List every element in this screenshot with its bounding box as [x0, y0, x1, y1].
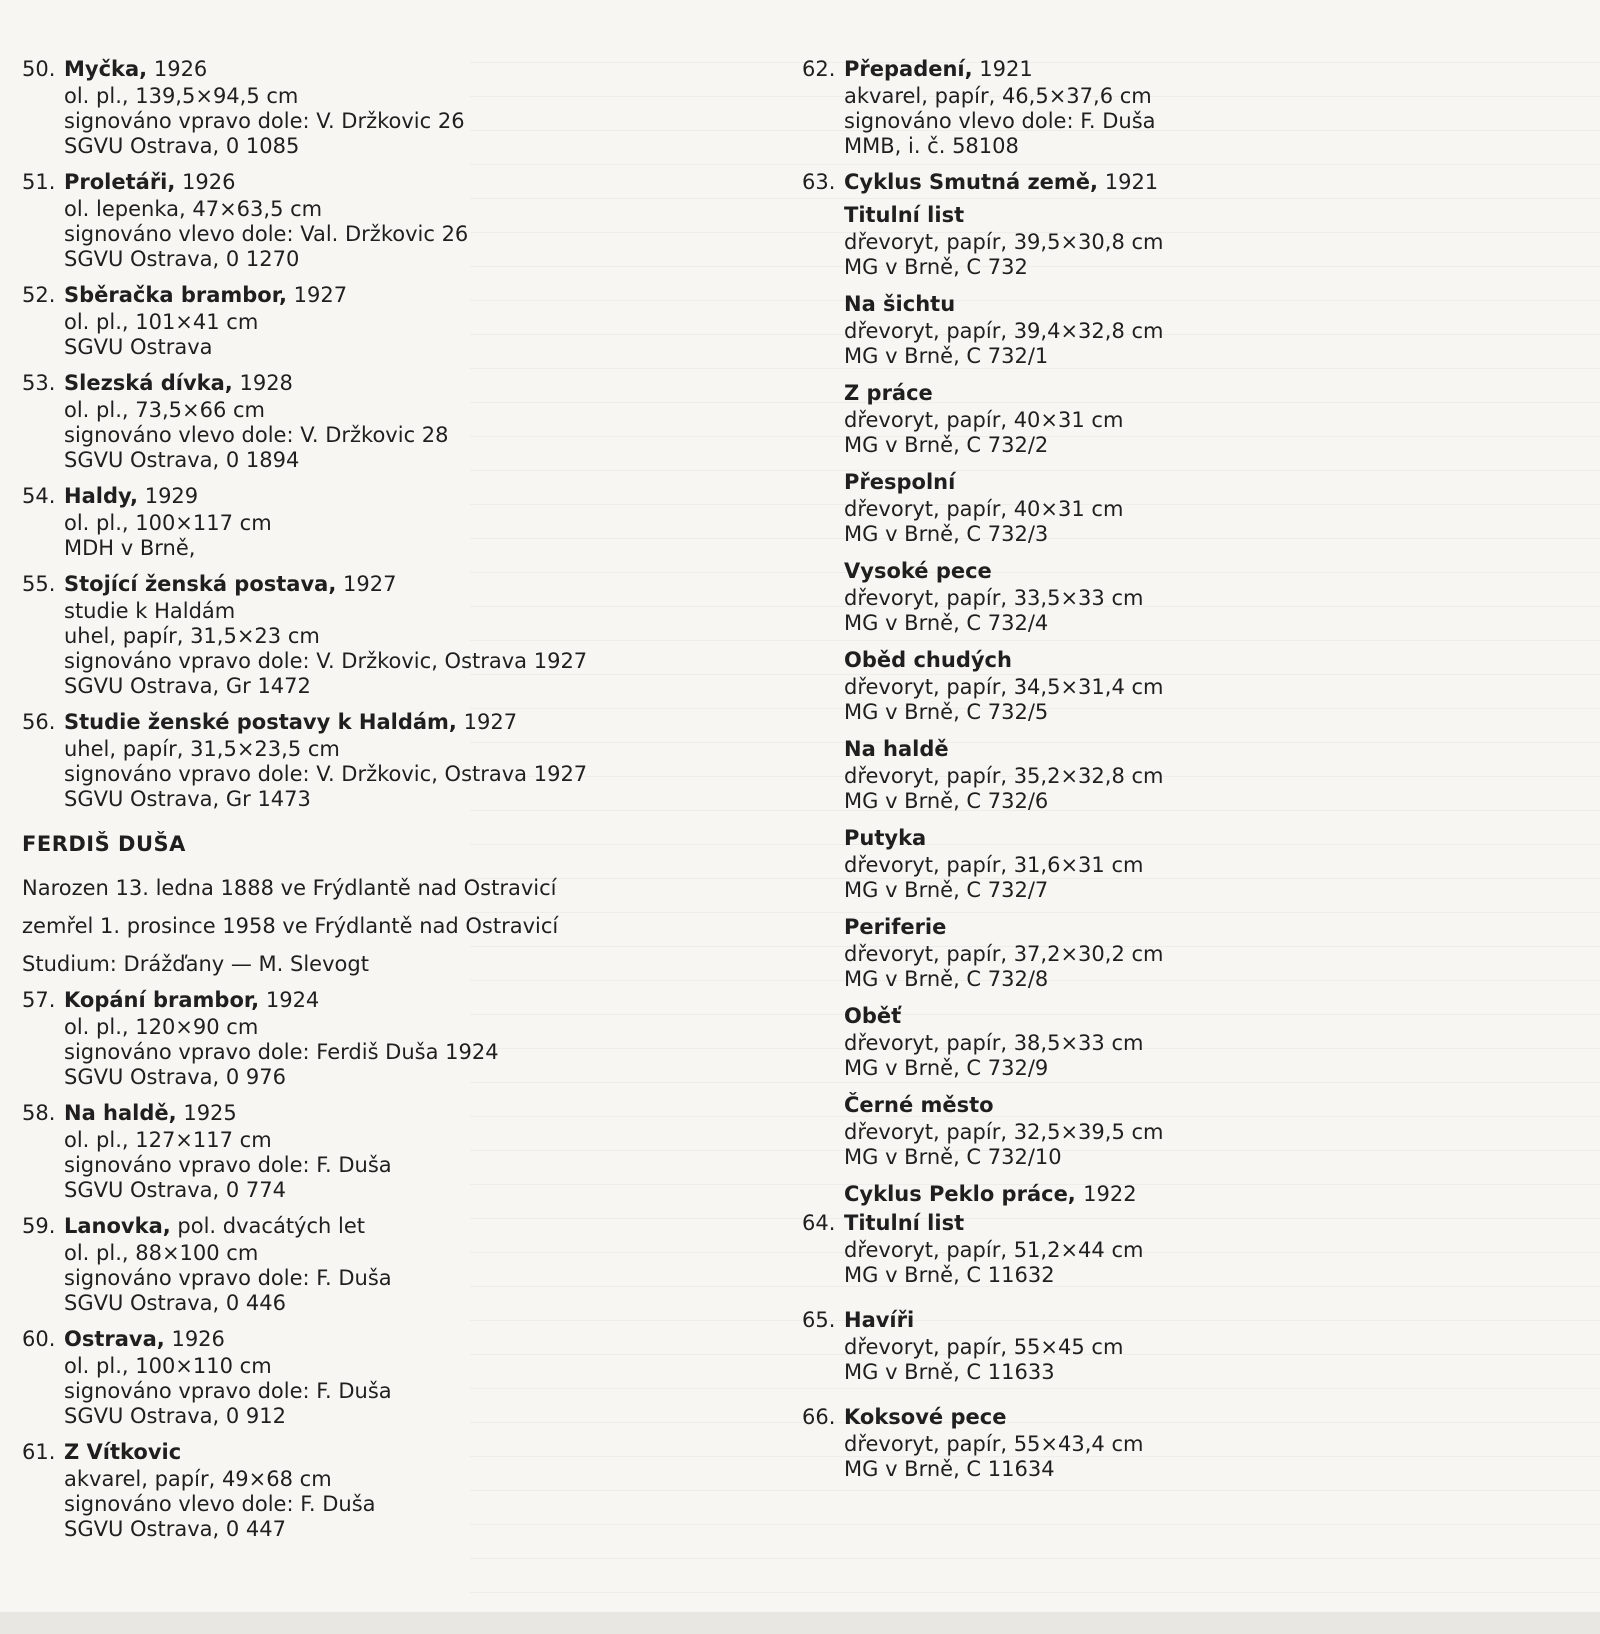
- catalog-entry: [22, 482, 742, 561]
- entry-detail: MG v Brně, C 11633: [844, 1360, 1055, 1384]
- entry-detail: dřevoryt, papír, 38,5×33 cm: [844, 1031, 1144, 1055]
- entry-detail: ol. pl., 101×41 cm: [64, 310, 259, 334]
- entry-title: Sběračka brambor,: [64, 283, 287, 307]
- entry-heading: [22, 55, 742, 84]
- entry-detail: dřevoryt, papír, 34,5×31,4 cm: [844, 675, 1164, 699]
- entry-detail: signováno vpravo dole: V. Držkovic, Ostrava 1927: [64, 762, 588, 786]
- entry-detail: signováno vlevo dole: F. Duša: [64, 1492, 376, 1516]
- entry-detail: uhel, papír, 31,5×23,5 cm: [64, 737, 340, 761]
- entry-title: Stojící ženská postava,: [64, 572, 337, 596]
- entry-detail: SGVU Ostrava, Gr 1472: [64, 674, 311, 698]
- entry-number: 53.: [22, 371, 56, 395]
- cycle-item-title: Titulní list: [844, 203, 965, 227]
- cycle-item-title: Putyka: [844, 826, 927, 850]
- artist-bio: [22, 872, 742, 980]
- entry-detail: SGVU Ostrava, 0 1894: [64, 448, 300, 472]
- catalog-entry: [22, 281, 742, 360]
- entry-detail: signováno vpravo dole: F. Duša: [64, 1153, 392, 1177]
- catalog-entry-62: [802, 55, 1522, 159]
- entry-title: Cyklus Smutná země,: [844, 170, 1099, 194]
- page-edge-shade: [0, 1612, 1600, 1634]
- entry-number: 56.: [22, 710, 56, 734]
- cycle-item-title: Z práce: [844, 381, 933, 405]
- entry-detail: SGVU Ostrava, Gr 1473: [64, 787, 311, 811]
- entry-detail: ol. pl., 88×100 cm: [64, 1241, 259, 1265]
- entry-detail: MG v Brně, C 732/5: [844, 700, 1049, 724]
- entry-title: Haldy,: [64, 484, 139, 508]
- catalog-entry: [22, 1099, 742, 1203]
- entry-title: Titulní list: [844, 1211, 965, 1235]
- entry-detail: ol. pl., 73,5×66 cm: [64, 398, 265, 422]
- entry-heading: [802, 1306, 1522, 1335]
- cycle-items: [802, 201, 1522, 1170]
- catalog-entry: [22, 570, 742, 699]
- entry-year: 1926: [171, 1327, 225, 1351]
- entry-heading: [22, 1099, 742, 1128]
- cycle-item-title: Oběť: [844, 1004, 902, 1028]
- cycle-item-title: Periferie: [844, 915, 947, 939]
- cycle-item-title: Na šichtu: [844, 292, 956, 316]
- entry-detail: dřevoryt, papír, 55×45 cm: [844, 1335, 1124, 1359]
- entry-detail: MG v Brně, C 732/7: [844, 878, 1049, 902]
- entry-detail: ol. lepenka, 47×63,5 cm: [64, 197, 323, 221]
- entry-detail: MG v Brně, C 732/2: [844, 433, 1049, 457]
- entry-year: 1926: [153, 57, 208, 81]
- cycle-year: 1922: [1083, 1182, 1137, 1206]
- entry-year: 1921: [979, 57, 1033, 81]
- entry-detail: dřevoryt, papír, 31,6×31 cm: [844, 853, 1144, 877]
- entry-detail: dřevoryt, papír, 33,5×33 cm: [844, 586, 1144, 610]
- entry-detail: MG v Brně, C 732: [844, 255, 1028, 279]
- entry-detail: signováno vpravo dole: Ferdiš Duša 1924: [64, 1040, 499, 1064]
- catalog-entry: [22, 55, 742, 159]
- entry-title: Ostrava,: [64, 1327, 165, 1351]
- entry-heading: [802, 1403, 1522, 1432]
- entry-number: 66.: [802, 1405, 836, 1429]
- entry-detail: MG v Brně, C 732/4: [844, 611, 1049, 635]
- entry-detail: SGVU Ostrava, 0 1085: [64, 134, 300, 158]
- entry-title: Koksové pece: [844, 1405, 1007, 1429]
- cycle-item: [802, 1091, 1522, 1170]
- entries-57-61: [22, 986, 742, 1542]
- entry-number: 65.: [802, 1308, 836, 1332]
- cycle-item: [802, 201, 1522, 280]
- entry-detail: dřevoryt, papír, 39,4×32,8 cm: [844, 319, 1164, 343]
- entry-heading: [802, 1209, 1522, 1238]
- cycle-item: [802, 913, 1522, 992]
- entry-title: Kopání brambor,: [64, 988, 260, 1012]
- entry-number: 50.: [22, 57, 56, 81]
- catalog-entry: [22, 1212, 742, 1316]
- entry-detail: signováno vlevo dole: V. Držkovic 28: [64, 423, 449, 447]
- catalog-entry: [22, 369, 742, 473]
- entry-number: 62.: [802, 57, 836, 81]
- entry-detail: dřevoryt, papír, 55×43,4 cm: [844, 1432, 1144, 1456]
- entry-detail: ol. pl., 100×110 cm: [64, 1354, 272, 1378]
- left-column: [22, 55, 742, 1551]
- catalog-entry: [802, 1306, 1522, 1385]
- entry-number: 60.: [22, 1327, 56, 1351]
- entries-50-56: [22, 55, 742, 812]
- entry-year: 1929: [144, 484, 199, 508]
- cycle-item-title: Černé město: [844, 1093, 994, 1117]
- entry-detail: akvarel, papír, 46,5×37,6 cm: [844, 84, 1152, 108]
- cycle-item: [802, 379, 1522, 458]
- entry-detail: signováno vpravo dole: V. Držkovic, Ostrava 1927: [64, 649, 588, 673]
- entry-detail: MG v Brně, C 732/3: [844, 522, 1049, 546]
- catalog-entry: [22, 708, 742, 812]
- entry-heading: [22, 708, 742, 737]
- cycle-item: [802, 290, 1522, 369]
- entry-number: 64.: [802, 1211, 836, 1235]
- catalog-entry: [22, 1325, 742, 1429]
- entry-number: 59.: [22, 1214, 56, 1238]
- entry-year: 1927: [463, 710, 518, 734]
- entry-year: 1924: [265, 988, 320, 1012]
- entry-heading: [22, 986, 742, 1015]
- entry-year: 1928: [239, 371, 293, 395]
- entry-heading: [22, 1212, 742, 1241]
- entry-detail: SGVU Ostrava, 0 447: [64, 1517, 286, 1541]
- entry-detail: dřevoryt, papír, 37,2×30,2 cm: [844, 942, 1164, 966]
- entry-heading: [22, 570, 742, 599]
- entry-number: 57.: [22, 988, 56, 1012]
- entry-title: Lanovka,: [64, 1214, 171, 1238]
- entry-heading: [802, 168, 1522, 197]
- entry-year: 1921: [1104, 170, 1159, 194]
- entry-detail: dřevoryt, papír, 35,2×32,8 cm: [844, 764, 1164, 788]
- entry-detail: ol. pl., 100×117 cm: [64, 511, 272, 535]
- entry-detail: dřevoryt, papír, 51,2×44 cm: [844, 1238, 1144, 1262]
- entry-year: 1927: [293, 283, 348, 307]
- bio-line: Studium: Drážďany — M. Slevogt: [22, 952, 369, 976]
- entry-heading: [22, 281, 742, 310]
- cycle-item: [802, 468, 1522, 547]
- cycle-item-title: Vysoké pece: [844, 559, 992, 583]
- entry-detail: signováno vpravo dole: V. Držkovic 26: [64, 109, 465, 133]
- entry-detail: dřevoryt, papír, 40×31 cm: [844, 408, 1124, 432]
- cycle-item-title: Oběd chudých: [844, 648, 1012, 672]
- cycle-heading: [802, 1180, 1522, 1209]
- entry-detail: signováno vlevo dole: Val. Držkovic 26: [64, 222, 469, 246]
- entry-detail: ol. pl., 139,5×94,5 cm: [64, 84, 299, 108]
- entry-number: 51.: [22, 170, 56, 194]
- catalog-entry: [22, 168, 742, 272]
- entry-detail: uhel, papír, 31,5×23 cm: [64, 624, 320, 648]
- entry-number: 52.: [22, 283, 56, 307]
- catalog-entry: [802, 1403, 1522, 1482]
- entry-title: Z Vítkovic: [64, 1440, 182, 1464]
- cycle-item: [802, 557, 1522, 636]
- entry-detail: ol. pl., 127×117 cm: [64, 1128, 272, 1152]
- cycle-item: [802, 824, 1522, 903]
- entry-year: pol. dvacátých let: [177, 1214, 366, 1238]
- section-title: FERDIŠ DUŠA: [22, 832, 186, 856]
- entry-number: 61.: [22, 1440, 56, 1464]
- entry-detail: signováno vpravo dole: F. Duša: [64, 1266, 392, 1290]
- cycle-item: [802, 735, 1522, 814]
- catalog-entry-63: [802, 168, 1522, 1170]
- entry-detail: SGVU Ostrava, 0 912: [64, 1404, 286, 1428]
- entry-detail: ol. pl., 120×90 cm: [64, 1015, 259, 1039]
- entry-detail: MG v Brně, C 11634: [844, 1457, 1055, 1481]
- entry-detail: SGVU Ostrava: [64, 335, 213, 359]
- entry-title: Havíři: [844, 1308, 915, 1332]
- entry-detail: SGVU Ostrava, 0 446: [64, 1291, 286, 1315]
- cycle-item-title: Přespolní: [844, 470, 956, 494]
- entry-detail: dřevoryt, papír, 32,5×39,5 cm: [844, 1120, 1164, 1144]
- right-column: [802, 55, 1522, 1500]
- entry-heading: [22, 482, 742, 511]
- entries-64-66: [802, 1209, 1522, 1482]
- entry-year: 1925: [183, 1101, 237, 1125]
- entry-detail: MMB, i. č. 58108: [844, 134, 1019, 158]
- entry-heading: [22, 1325, 742, 1354]
- bio-line: Narozen 13. ledna 1888 ve Frýdlantě nad Ostravicí: [22, 876, 557, 900]
- entry-title: Přepadení,: [844, 57, 973, 81]
- entry-number: 63.: [802, 170, 836, 194]
- cycle-item: [802, 646, 1522, 725]
- entry-detail: MG v Brně, C 732/1: [844, 344, 1049, 368]
- entry-title: Slezská dívka,: [64, 371, 233, 395]
- entry-title: Myčka,: [64, 57, 148, 81]
- entry-detail: dřevoryt, papír, 39,5×30,8 cm: [844, 230, 1164, 254]
- entry-detail: signováno vpravo dole: F. Duša: [64, 1379, 392, 1403]
- entry-detail: MG v Brně, C 732/6: [844, 789, 1049, 813]
- entry-detail: signováno vlevo dole: F. Duša: [844, 109, 1156, 133]
- cycle-item: [802, 1002, 1522, 1081]
- entry-detail: MG v Brně, C 11632: [844, 1263, 1055, 1287]
- entry-detail: MDH v Brně,: [64, 536, 196, 560]
- entry-title: Na haldě,: [64, 1101, 177, 1125]
- entry-detail: MG v Brně, C 732/8: [844, 967, 1049, 991]
- entry-detail: SGVU Ostrava, 0 976: [64, 1065, 286, 1089]
- entry-heading: [22, 369, 742, 398]
- entry-title: Studie ženské postavy k Haldám,: [64, 710, 457, 734]
- entry-number: 54.: [22, 484, 56, 508]
- entry-heading: [22, 168, 742, 197]
- entry-number: 58.: [22, 1101, 56, 1125]
- cycle-item-title: Na haldě: [844, 737, 949, 761]
- entry-year: 1927: [343, 572, 397, 596]
- entry-title: Proletáři,: [64, 170, 176, 194]
- entry-detail: akvarel, papír, 49×68 cm: [64, 1467, 332, 1491]
- cycle-title: Cyklus Peklo práce,: [844, 1182, 1076, 1206]
- catalog-entry: [22, 986, 742, 1090]
- catalog-entry: [22, 1438, 742, 1542]
- catalog-entry: [802, 1209, 1522, 1288]
- entry-number: 55.: [22, 572, 56, 596]
- entry-detail: MG v Brně, C 732/9: [844, 1056, 1049, 1080]
- entry-heading: [22, 1438, 742, 1467]
- entry-heading: [802, 55, 1522, 84]
- entry-detail: SGVU Ostrava, 0 1270: [64, 247, 300, 271]
- entry-year: 1926: [182, 170, 236, 194]
- entry-detail: MG v Brně, C 732/10: [844, 1145, 1062, 1169]
- entry-detail: SGVU Ostrava, 0 774: [64, 1178, 286, 1202]
- bio-line: zemřel 1. prosince 1958 ve Frýdlantě nad Ostravicí: [22, 914, 559, 938]
- entry-detail: studie k Haldám: [64, 599, 236, 623]
- entry-detail: dřevoryt, papír, 40×31 cm: [844, 497, 1124, 521]
